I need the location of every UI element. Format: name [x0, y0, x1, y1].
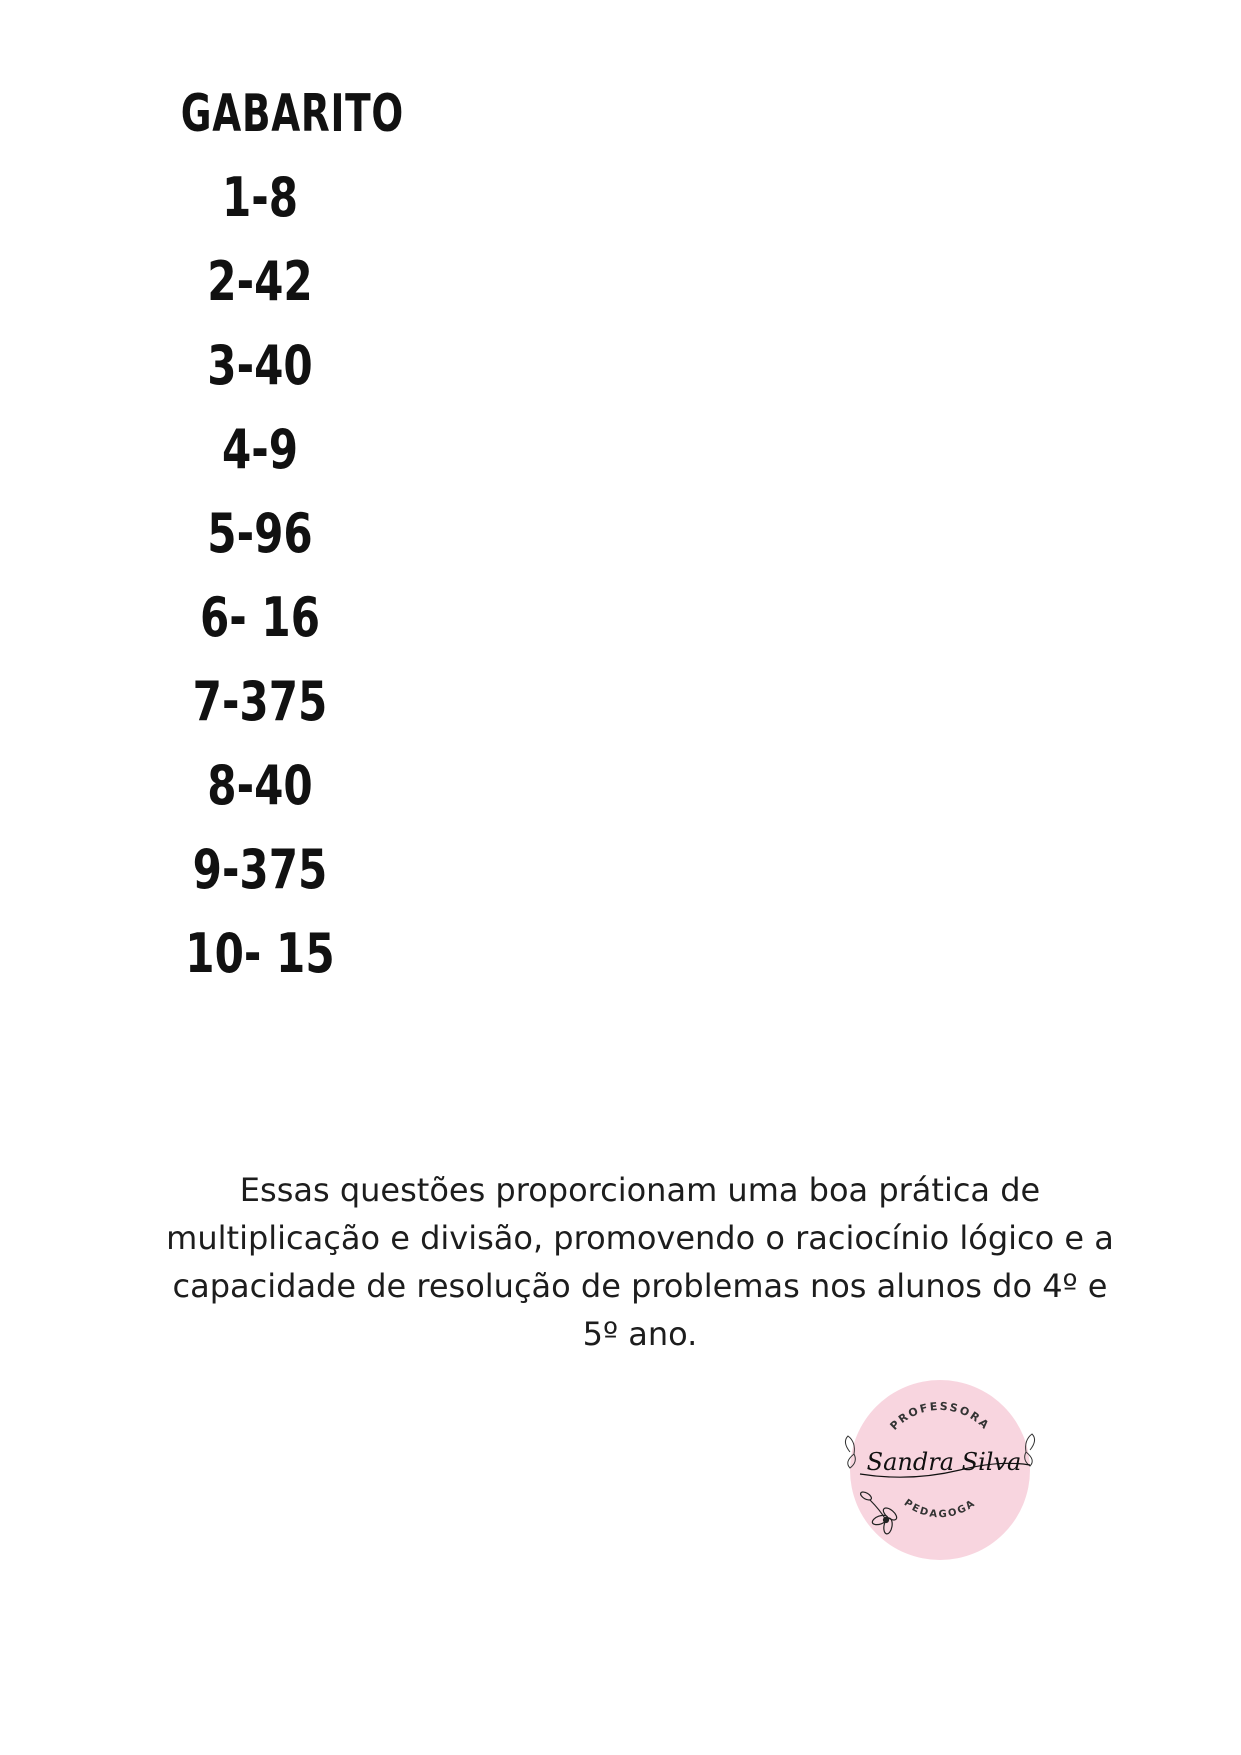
answer-key-title: GABARITO — [180, 84, 404, 144]
description-paragraph: Essas questões proporcionam uma boa prática de multiplicação e divisão, promovendo o raciocínio lógico e a capacidade de resolução de problemas nos alunos do 4º e 5º ano. — [166, 1171, 1114, 1353]
answer-item-2: 2-42 — [207, 250, 313, 313]
answer-item-1: 1-8 — [221, 166, 299, 229]
answer-item-3: 3-40 — [207, 334, 313, 397]
seal-signature: Sandra Silva — [866, 1448, 1022, 1476]
answer-item-8: 8-40 — [207, 754, 313, 817]
teacher-seal-logo — [840, 1370, 1070, 1570]
answer-item-7: 7-375 — [192, 670, 328, 733]
answer-item-9: 9-375 — [192, 838, 328, 901]
answer-item-6: 6- 16 — [199, 586, 321, 649]
answer-key — [150, 72, 404, 996]
answer-item-4: 4-9 — [221, 418, 299, 481]
seal-top-text: PROFESSORA — [887, 1399, 993, 1433]
answer-item-10: 10- 15 — [185, 922, 335, 985]
seal-bottom-text: PEDAGOGA — [901, 1497, 979, 1521]
answer-key-list — [150, 156, 370, 996]
answer-item-5: 5-96 — [207, 502, 313, 565]
